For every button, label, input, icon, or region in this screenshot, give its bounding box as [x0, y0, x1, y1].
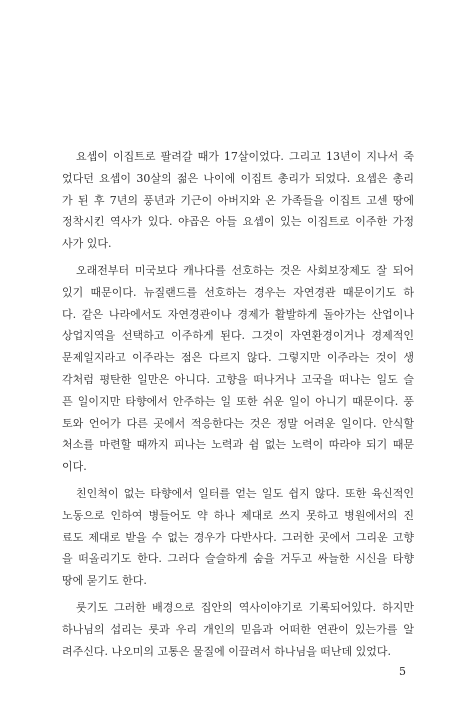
text-line: 각처럼 평탄한 일만은 아니다. 고향을 떠나거나 고국을 떠나는 일도 슬: [62, 372, 414, 386]
page-number: 5: [399, 665, 406, 678]
paragraph-1: [62, 146, 414, 255]
text-line: 토와 언어가 다른 곳에서 적응한다는 것은 정말 어려운 일이다. 안식할: [62, 416, 414, 430]
text-line: 사가 있다.: [62, 237, 112, 251]
text-line: 있기 때문이다. 뉴질랜드를 선호하는 경우는 자연경관 때문이기도 하: [62, 285, 414, 299]
text-line: 요셉이 이집트로 팔려갈 때가 17살이었다. 그리고 13년이 지나서 죽: [76, 150, 414, 163]
text-line: 었다던 요셉이 30살의 젊은 나이에 이집트 총리가 되었다. 요셉은 총리: [62, 171, 414, 185]
paragraph-3: [62, 483, 414, 592]
paragraph-2: [62, 260, 414, 478]
text-line: 가 된 후 7년의 풍년과 기근이 아버지와 온 가족들을 이집트 고센 땅에: [62, 193, 414, 207]
text-line: 정착시킨 역사가 있다. 야곱은 아들 요셉이 있는 이집트로 이주한 가정: [62, 215, 414, 229]
text-line: 문제일지라고 이주라는 점은 다르지 않다. 그렇지만 이주라는 것이 생: [62, 351, 414, 365]
text-line: 친인척이 없는 타향에서 일터를 얻는 일도 쉽지 않다. 또한 육신적인: [76, 486, 414, 500]
text-line: 노동으로 인하여 병들어도 약 하나 제대로 쓰지 못하고 병원에서의 진: [62, 508, 414, 522]
text-line: 룻기도 그러한 배경으로 집안의 역사이야기로 기록되어있다. 하지만: [76, 600, 414, 614]
text-line: 을 떠올리기도 한다. 그러다 슬슬하게 숨을 거두고 싸늘한 시신을 타향: [62, 552, 414, 566]
text-line: 땅에 묻기도 한다.: [62, 574, 147, 588]
text-line: 오래전부터 미국보다 캐나다를 선호하는 것은 사회보장제도 잘 되어: [76, 263, 414, 277]
text-line: 상업지역을 선택하고 이주하게 된다. 그것이 자연환경이거나 경제적인: [62, 329, 414, 343]
text-line: 처소를 마련할 때까지 피나는 노력과 쉼 없는 노력이 따라야 되기 때문: [62, 438, 414, 452]
text-line: 료도 제대로 받을 수 없는 경우가 다반사다. 그러한 곳에서 그리운 고향: [62, 530, 414, 544]
text-line: 려주신다. 나오미의 고통은 물질에 이끌려서 하나님을 떠난데 있었다.: [62, 644, 391, 658]
text-line: 이다.: [62, 460, 87, 474]
text-line: 하나님의 섭리는 룻과 우리 개인의 믿음과 어떠한 연관이 있는가를 알: [62, 622, 414, 636]
body-text: [62, 146, 414, 667]
text-line: 다. 같은 나라에서도 자연경관이나 경제가 활발하게 돌아가는 산업이나: [62, 307, 414, 321]
text-line: 픈 일이지만 타향에서 안주하는 일 또한 쉬운 일이 아니기 때문이다. 풍: [62, 394, 414, 408]
paragraph-4: [62, 597, 414, 662]
